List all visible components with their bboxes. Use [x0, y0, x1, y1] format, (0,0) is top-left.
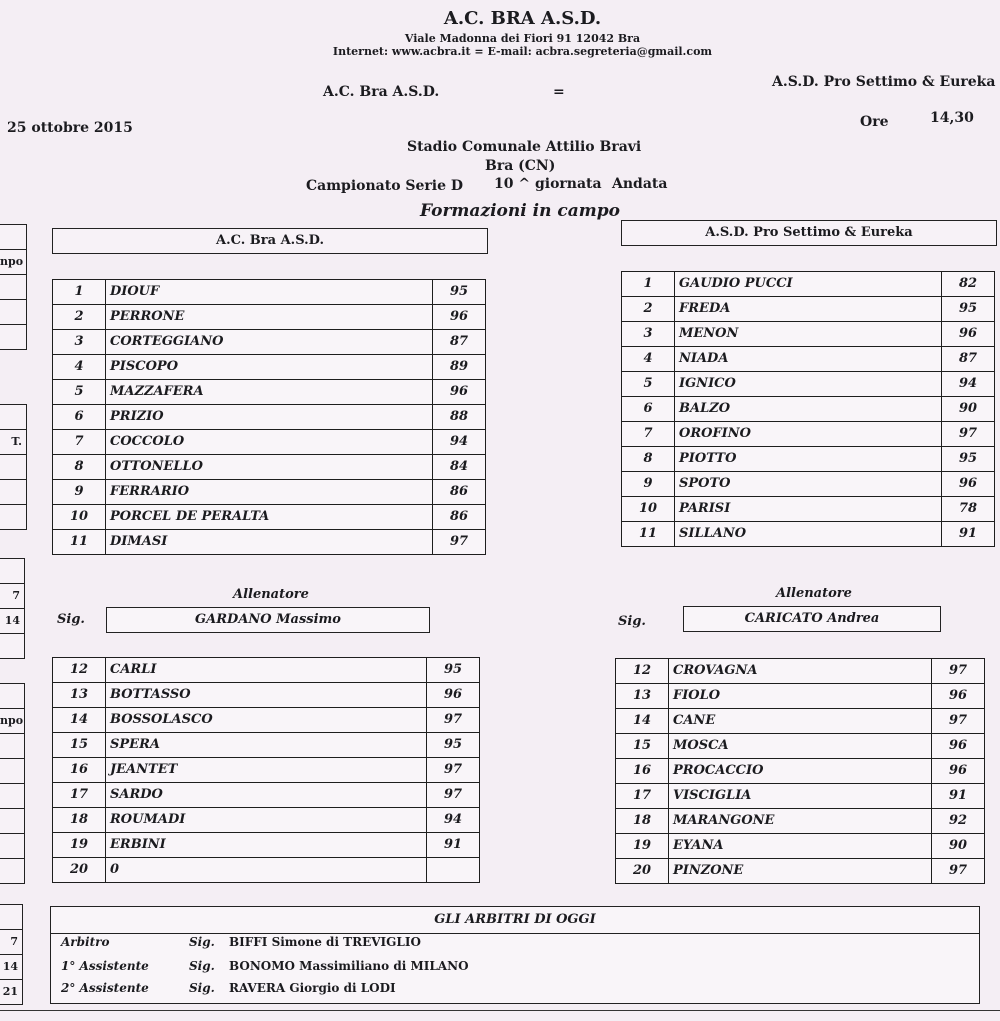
home-coach: GARDANO Massimo	[106, 607, 430, 633]
match-date: 25 ottobre 2015	[7, 120, 133, 136]
shirt-number: 18	[53, 808, 106, 833]
shirt-number: 7	[622, 422, 675, 447]
left-strip-coach-num: 7	[0, 584, 24, 609]
referees-title: GLI ARBITRI DI OGGI	[51, 907, 979, 934]
left-strip-top-label: npo	[0, 250, 26, 275]
player-rating: 91	[932, 784, 985, 809]
shirt-number: 7	[53, 430, 106, 455]
player-row	[622, 372, 995, 397]
player-rating: 87	[942, 347, 995, 372]
player-name: PARISI	[675, 497, 942, 522]
shirt-number: 18	[616, 809, 669, 834]
player-rating: 86	[433, 480, 486, 505]
player-name: CORTEGGIANO	[106, 330, 433, 355]
player-name: MENON	[675, 322, 942, 347]
player-rating: 96	[433, 380, 486, 405]
player-name: ERBINI	[106, 833, 427, 858]
shirt-number: 19	[53, 833, 106, 858]
player-row	[53, 405, 486, 430]
match-time: 14,30	[930, 110, 974, 126]
player-name: ROUMADI	[106, 808, 427, 833]
left-strip-ref-num: 7	[0, 930, 22, 955]
player-row	[53, 783, 480, 808]
shirt-number: 5	[53, 380, 106, 405]
left-strip-ref-num: 14	[0, 955, 22, 980]
player-name: FIOLO	[669, 684, 932, 709]
competition: Campionato Serie D	[306, 178, 464, 194]
left-strip-coach	[0, 558, 25, 659]
player-row	[53, 430, 486, 455]
player-rating: 84	[433, 455, 486, 480]
shirt-number: 6	[53, 405, 106, 430]
player-name: EYANA	[669, 834, 932, 859]
player-name: BOTTASSO	[106, 683, 427, 708]
player-rating: 95	[433, 280, 486, 305]
time-label: Ore	[860, 114, 889, 130]
shirt-number: 4	[53, 355, 106, 380]
player-row	[53, 280, 486, 305]
round: 10 ^ giornata	[494, 176, 602, 192]
home-team-header: A.C. Bra A.S.D.	[323, 84, 440, 100]
shirt-number: 16	[616, 759, 669, 784]
player-rating: 96	[433, 305, 486, 330]
player-name: BALZO	[675, 397, 942, 422]
shirt-number: 14	[53, 708, 106, 733]
player-row	[616, 734, 985, 759]
player-row	[53, 480, 486, 505]
leg: Andata	[612, 176, 668, 192]
club-title: A.C. BRA A.S.D.	[443, 8, 602, 29]
player-name: FREDA	[675, 297, 942, 322]
player-row	[622, 472, 995, 497]
player-row	[616, 759, 985, 784]
city: Bra (CN)	[485, 158, 556, 174]
player-rating: 95	[942, 297, 995, 322]
club-contacts: Internet: www.acbra.it = E-mail: acbra.segreteria@gmail.com	[332, 45, 713, 58]
player-row	[53, 658, 480, 683]
home-starters-table	[52, 279, 486, 555]
home-coach-label: Allenatore	[233, 587, 309, 602]
player-rating: 91	[427, 833, 480, 858]
player-name: COCCOLO	[106, 430, 433, 455]
player-name: GAUDIO PUCCI	[675, 272, 942, 297]
player-rating: 95	[427, 658, 480, 683]
away-subs-table	[615, 658, 985, 884]
player-name: PORCEL DE PERALTA	[106, 505, 433, 530]
player-name: SARDO	[106, 783, 427, 808]
player-rating: 82	[942, 272, 995, 297]
player-name: SPOTO	[675, 472, 942, 497]
player-rating: 91	[942, 522, 995, 547]
player-rating: 86	[433, 505, 486, 530]
player-row	[622, 422, 995, 447]
player-rating: 96	[932, 684, 985, 709]
player-row	[53, 708, 480, 733]
left-strip-mid-label: T.	[0, 430, 26, 455]
player-name: CANE	[669, 709, 932, 734]
player-name: NIADA	[675, 347, 942, 372]
player-row	[53, 833, 480, 858]
player-row	[616, 709, 985, 734]
player-row	[53, 330, 486, 355]
player-name: IGNICO	[675, 372, 942, 397]
away-team-header: A.S.D. Pro Settimo & Eureka	[772, 74, 996, 90]
away-team-box: A.S.D. Pro Settimo & Eureka	[621, 220, 997, 246]
player-row	[53, 683, 480, 708]
left-strip-ref	[0, 904, 23, 1005]
shirt-number: 5	[622, 372, 675, 397]
player-name: OROFINO	[675, 422, 942, 447]
shirt-number: 2	[53, 305, 106, 330]
shirt-number: 9	[622, 472, 675, 497]
player-name: DIOUF	[106, 280, 433, 305]
player-row	[622, 522, 995, 547]
left-strip-top	[0, 224, 27, 350]
player-rating: 96	[932, 734, 985, 759]
shirt-number: 4	[622, 347, 675, 372]
shirt-number: 14	[616, 709, 669, 734]
referee-name: BONOMO Massimiliano di MILANO	[229, 959, 469, 973]
player-rating: 87	[433, 330, 486, 355]
player-name: OTTONELLO	[106, 455, 433, 480]
shirt-number: 13	[53, 683, 106, 708]
player-rating: 94	[427, 808, 480, 833]
player-rating: 90	[942, 397, 995, 422]
shirt-number: 15	[53, 733, 106, 758]
player-name: MOSCA	[669, 734, 932, 759]
player-row	[622, 497, 995, 522]
left-strip-subs-label: npo	[0, 709, 24, 734]
player-rating: 96	[427, 683, 480, 708]
player-row	[622, 272, 995, 297]
player-rating: 94	[942, 372, 995, 397]
shirt-number: 17	[616, 784, 669, 809]
player-rating: 92	[932, 809, 985, 834]
referee-sig: Sig.	[189, 981, 215, 995]
player-row	[53, 305, 486, 330]
player-name: PINZONE	[669, 859, 932, 884]
home-team-box: A.C. Bra A.S.D.	[52, 228, 488, 254]
player-name: SPERA	[106, 733, 427, 758]
referee-role: Arbitro	[61, 935, 110, 949]
left-strip-mid	[0, 404, 27, 530]
player-rating: 89	[433, 355, 486, 380]
referees-box	[50, 906, 980, 1004]
player-rating: 94	[433, 430, 486, 455]
player-name: DIMASI	[106, 530, 433, 555]
player-name: BOSSOLASCO	[106, 708, 427, 733]
player-rating: 97	[932, 659, 985, 684]
referee-name: BIFFI Simone di TREVIGLIO	[229, 935, 421, 949]
player-rating: 97	[433, 530, 486, 555]
section-title: Formazioni in campo	[420, 201, 620, 221]
player-name: VISCIGLIA	[669, 784, 932, 809]
shirt-number: 2	[622, 297, 675, 322]
player-row	[616, 684, 985, 709]
player-row	[53, 858, 480, 883]
player-rating: 96	[942, 472, 995, 497]
player-name: CROVAGNA	[669, 659, 932, 684]
away-coach-sig: Sig.	[618, 614, 646, 629]
player-row	[53, 355, 486, 380]
club-address: Viale Madonna dei Fiori 91 12042 Bra	[404, 32, 641, 45]
shirt-number: 12	[616, 659, 669, 684]
player-rating	[427, 858, 480, 883]
player-row	[53, 455, 486, 480]
player-row	[622, 322, 995, 347]
left-strip-subs	[0, 683, 25, 884]
player-rating: 96	[942, 322, 995, 347]
player-row	[616, 834, 985, 859]
player-rating: 97	[932, 709, 985, 734]
player-row	[616, 809, 985, 834]
vs-separator: =	[553, 84, 565, 100]
shirt-number: 10	[622, 497, 675, 522]
shirt-number: 16	[53, 758, 106, 783]
shirt-number: 15	[616, 734, 669, 759]
player-row	[616, 859, 985, 884]
away-coach: CARICATO Andrea	[683, 606, 941, 632]
player-row	[616, 784, 985, 809]
player-row	[616, 659, 985, 684]
shirt-number: 12	[53, 658, 106, 683]
player-rating: 97	[427, 758, 480, 783]
player-name: PROCACCIO	[669, 759, 932, 784]
player-row	[622, 347, 995, 372]
shirt-number: 9	[53, 480, 106, 505]
shirt-number: 20	[53, 858, 106, 883]
player-rating: 88	[433, 405, 486, 430]
stadium: Stadio Comunale Attilio Bravi	[407, 139, 642, 155]
player-name: PRIZIO	[106, 405, 433, 430]
player-row	[53, 505, 486, 530]
shirt-number: 1	[622, 272, 675, 297]
player-rating: 78	[942, 497, 995, 522]
away-starters-table	[621, 271, 995, 547]
shirt-number: 10	[53, 505, 106, 530]
player-name: FERRARIO	[106, 480, 433, 505]
referee-role: 2° Assistente	[61, 981, 149, 995]
left-strip-ref-num: 21	[2, 985, 18, 998]
player-name: MARANGONE	[669, 809, 932, 834]
away-coach-label: Allenatore	[776, 586, 852, 601]
player-rating: 95	[942, 447, 995, 472]
shirt-number: 11	[622, 522, 675, 547]
player-name: MAZZAFERA	[106, 380, 433, 405]
shirt-number: 1	[53, 280, 106, 305]
player-rating: 90	[932, 834, 985, 859]
home-subs-table	[52, 657, 480, 883]
shirt-number: 17	[53, 783, 106, 808]
shirt-number: 19	[616, 834, 669, 859]
referee-sig: Sig.	[189, 935, 215, 949]
shirt-number: 11	[53, 530, 106, 555]
player-name: PERRONE	[106, 305, 433, 330]
player-rating: 96	[932, 759, 985, 784]
shirt-number: 13	[616, 684, 669, 709]
player-name: PISCOPO	[106, 355, 433, 380]
player-rating: 97	[427, 708, 480, 733]
player-name: 0	[106, 858, 427, 883]
player-name: PIOTTO	[675, 447, 942, 472]
player-rating: 97	[932, 859, 985, 884]
player-row	[622, 447, 995, 472]
player-row	[53, 808, 480, 833]
player-row	[53, 733, 480, 758]
player-name: SILLANO	[675, 522, 942, 547]
player-row	[53, 530, 486, 555]
shirt-number: 3	[53, 330, 106, 355]
shirt-number: 8	[53, 455, 106, 480]
shirt-number: 20	[616, 859, 669, 884]
shirt-number: 3	[622, 322, 675, 347]
shirt-number: 8	[622, 447, 675, 472]
player-row	[622, 297, 995, 322]
bottom-rule	[0, 1010, 1000, 1011]
player-row	[53, 758, 480, 783]
referee-sig: Sig.	[189, 959, 215, 973]
player-name: CARLI	[106, 658, 427, 683]
player-rating: 97	[942, 422, 995, 447]
referee-role: 1° Assistente	[61, 959, 149, 973]
referee-name: RAVERA Giorgio di LODI	[229, 981, 396, 995]
player-rating: 95	[427, 733, 480, 758]
home-coach-sig: Sig.	[57, 612, 85, 627]
player-row	[622, 397, 995, 422]
left-strip-coach-num: 14	[0, 609, 24, 634]
player-row	[53, 380, 486, 405]
shirt-number: 6	[622, 397, 675, 422]
player-name: JEANTET	[106, 758, 427, 783]
player-rating: 97	[427, 783, 480, 808]
